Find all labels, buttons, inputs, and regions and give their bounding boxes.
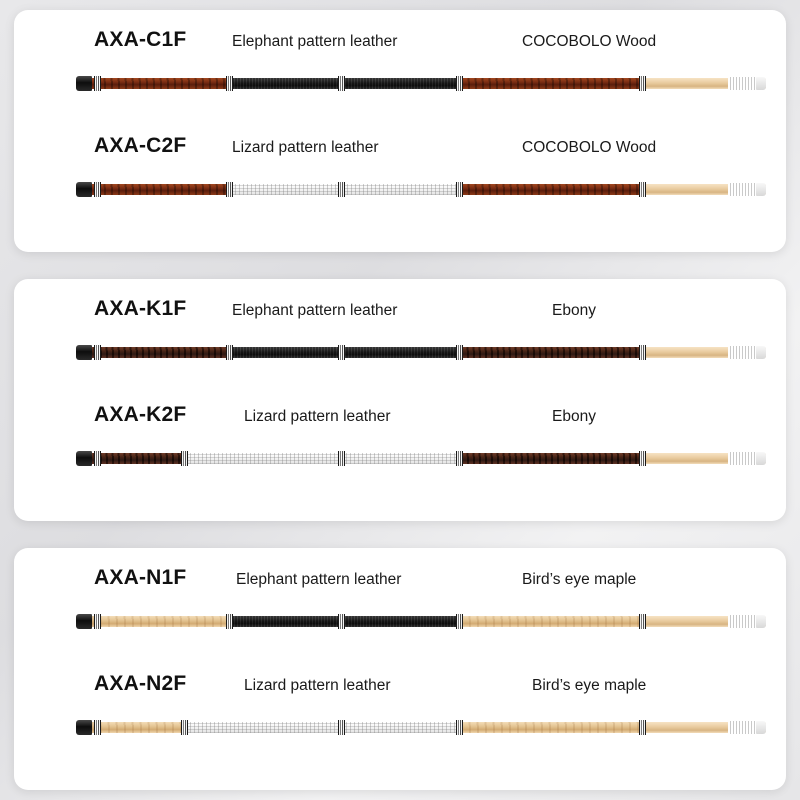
cue-stick	[76, 616, 766, 627]
cue-wrap-material: Lizard pattern leather	[244, 677, 391, 694]
cue-ferrule	[728, 183, 756, 196]
cue-forearm-wood	[461, 184, 646, 195]
cue-wood-material: Bird’s eye maple	[532, 677, 647, 694]
cue-stick	[76, 453, 766, 464]
cue-ferrule	[728, 615, 756, 628]
cue-ring	[338, 345, 345, 360]
cue-image	[76, 72, 766, 94]
cue-wrap	[231, 347, 461, 358]
cue-wood-material: Ebony	[552, 408, 596, 425]
cue-ferrule	[728, 346, 756, 359]
cue-joint-ring	[639, 614, 646, 629]
cue-tip	[756, 346, 766, 359]
cue-image	[76, 610, 766, 632]
cue-wood-material: Bird’s eye maple	[522, 571, 637, 588]
cue-labels	[32, 562, 768, 602]
cue-ring	[338, 451, 345, 466]
cue-tip	[756, 183, 766, 196]
cue-stick	[76, 78, 766, 89]
cue-ring	[226, 345, 233, 360]
cue-row	[32, 24, 768, 130]
cue-labels	[32, 399, 768, 439]
cue-ring	[456, 451, 463, 466]
cue-ring	[226, 614, 233, 629]
cue-tip	[756, 77, 766, 90]
cue-wrap	[186, 453, 461, 464]
cue-labels	[32, 24, 768, 64]
cue-tip	[756, 721, 766, 734]
cue-wrap-material: Lizard pattern leather	[232, 139, 379, 156]
cue-tip	[756, 615, 766, 628]
cue-ferrule	[728, 77, 756, 90]
cue-row	[32, 293, 768, 399]
cue-forearm-wood	[461, 453, 646, 464]
cue-ring	[338, 182, 345, 197]
cue-model: AXA-K1F	[94, 297, 187, 320]
cue-row	[32, 130, 768, 236]
cue-model: AXA-N1F	[94, 566, 187, 589]
cue-labels	[32, 293, 768, 333]
product-card-cocobolo	[14, 10, 786, 252]
cue-ring	[338, 720, 345, 735]
cue-joint-ring	[639, 720, 646, 735]
cue-joint-ring	[639, 182, 646, 197]
cue-wrap	[231, 616, 461, 627]
cue-ring	[338, 614, 345, 629]
cue-labels	[32, 668, 768, 708]
cue-ring	[456, 614, 463, 629]
cue-ring	[94, 451, 101, 466]
cue-model: AXA-C2F	[94, 134, 187, 157]
cue-wrap	[231, 184, 461, 195]
cue-tip	[756, 452, 766, 465]
cue-image	[76, 178, 766, 200]
cue-bumper	[76, 345, 92, 360]
cue-bumper	[76, 451, 92, 466]
cue-ring	[94, 345, 101, 360]
cue-forearm-wood	[461, 616, 646, 627]
cue-row	[32, 399, 768, 505]
cue-ring	[94, 76, 101, 91]
cue-ring	[94, 614, 101, 629]
cue-ring	[456, 720, 463, 735]
cue-ring	[94, 720, 101, 735]
cue-bumper	[76, 614, 92, 629]
cue-joint-ring	[639, 76, 646, 91]
cue-bumper	[76, 720, 92, 735]
cue-ferrule	[728, 452, 756, 465]
cue-wrap-material: Elephant pattern leather	[232, 33, 398, 50]
cue-wrap-material: Elephant pattern leather	[236, 571, 402, 588]
cue-model: AXA-N2F	[94, 672, 187, 695]
cue-wood-material: Ebony	[552, 302, 596, 319]
cue-forearm-wood	[461, 347, 646, 358]
cue-ring	[94, 182, 101, 197]
cue-ring	[181, 451, 188, 466]
cue-ring	[226, 76, 233, 91]
cue-ring	[456, 345, 463, 360]
cue-ring	[181, 720, 188, 735]
cue-model: AXA-C1F	[94, 28, 187, 51]
cue-joint-ring	[639, 345, 646, 360]
cue-wrap-material: Elephant pattern leather	[232, 302, 398, 319]
cue-ring	[456, 76, 463, 91]
cue-ring	[456, 182, 463, 197]
cue-wrap-material: Lizard pattern leather	[244, 408, 391, 425]
cue-wood-material: COCOBOLO Wood	[522, 33, 657, 50]
product-card-ebony	[14, 279, 786, 521]
cue-model: AXA-K2F	[94, 403, 187, 426]
cue-row	[32, 668, 768, 774]
cue-butt-wood	[76, 722, 186, 733]
cue-image	[76, 716, 766, 738]
cue-ferrule	[728, 721, 756, 734]
cue-wrap	[231, 78, 461, 89]
product-card-maple	[14, 548, 786, 790]
cue-bumper	[76, 76, 92, 91]
cue-labels	[32, 130, 768, 170]
cue-image	[76, 341, 766, 363]
cue-wrap	[186, 722, 461, 733]
cue-image	[76, 447, 766, 469]
cue-butt-wood	[76, 453, 186, 464]
cue-row	[32, 562, 768, 668]
cue-joint-ring	[639, 451, 646, 466]
cue-ring	[226, 182, 233, 197]
cue-forearm-wood	[461, 722, 646, 733]
cue-stick	[76, 184, 766, 195]
cue-wood-material: COCOBOLO Wood	[522, 139, 657, 156]
cue-stick	[76, 347, 766, 358]
cue-stick	[76, 722, 766, 733]
cue-ring	[338, 76, 345, 91]
cue-bumper	[76, 182, 92, 197]
cue-forearm-wood	[461, 78, 646, 89]
